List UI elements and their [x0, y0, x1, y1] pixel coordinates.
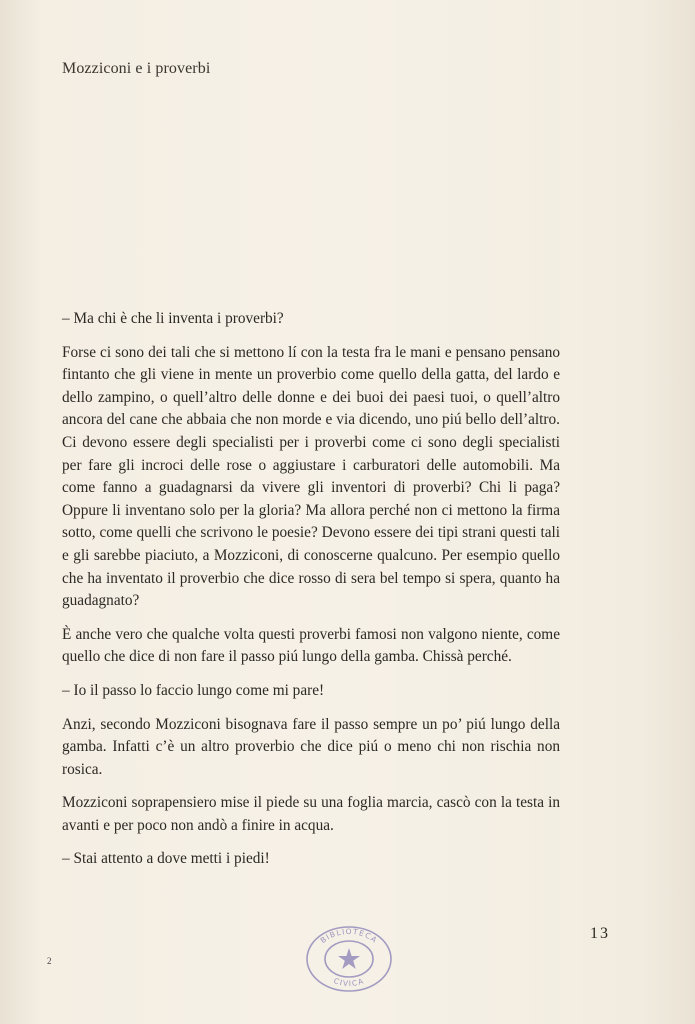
paragraph: Mozziconi soprapensiero mise il piede su una foglia marcia, cascò con la testa in avanti e per poco non andò a finire in acqua.: [62, 794, 560, 834]
library-stamp: [304, 924, 394, 994]
paragraph: Anzi, secondo Mozziconi bisognava fare il passo sempre un po’ piú lungo della gamba. Infatti c’è un altro proverbio che dice piú o meno chi non rischia non rosica.: [62, 715, 560, 778]
star-icon: [338, 948, 360, 969]
dialogue-line: – Stai attento a dove metti i piedi!: [62, 850, 270, 868]
stamp-text-top: BIBLIOTECA: [318, 926, 380, 946]
running-head: Mozziconi e i proverbi: [62, 60, 211, 77]
body-text: [62, 308, 560, 882]
svg-text:BIBLIOTECA: [319, 927, 380, 945]
dialogue-line: – Io il passo lo faccio lungo come mi pare!: [62, 681, 325, 699]
paragraph: Forse ci sono dei tali che si mettono lí con la testa fra le mani e pensano pensano fintanto che gli viene in mente un proverbio come quello della gatta, del lardo e dello zampino, o quell’altro delle donne e dei buoi dei paesi tuoi, o quell’altro ancora del cane che abbaia che non morde e via dicendo, uno piú bello dell’altro. Ci devono essere degli specialisti per i proverbi come ci sono degli specialisti per fare gli incroci delle rose o aggiustare i carburatori delle automobili. Ma come fanno a guadagnarsi da vivere gli inventori di proverbi? Chi li paga? Oppure li inventano solo per la gloria? Ma allora perché non ci mettono la firma sotto, come quelli che scrivono le poesie? Devono essere dei tipi strani questi tali e gli sarebbe piaciuto, a Mozziconi, di conoscerne qualcuno. Per esempio quello che ha inventato il proverbio che dice rosso di sera bel tempo si spera, quanto ha guadagnato?: [62, 343, 560, 610]
paragraph: È anche vero che qualche volta questi proverbi famosi non valgono niente, come quello che dice di non fare il passo piú lungo della gamba. Chissà perché.: [62, 625, 560, 666]
svg-text:CIVICA: [332, 976, 365, 988]
signature-mark: 2: [47, 956, 52, 966]
stamp-text-bottom: CIVICA: [332, 976, 366, 989]
dialogue-line: – Ma chi è che li inventa i proverbi?: [62, 310, 284, 327]
page-number: 13: [590, 925, 610, 942]
